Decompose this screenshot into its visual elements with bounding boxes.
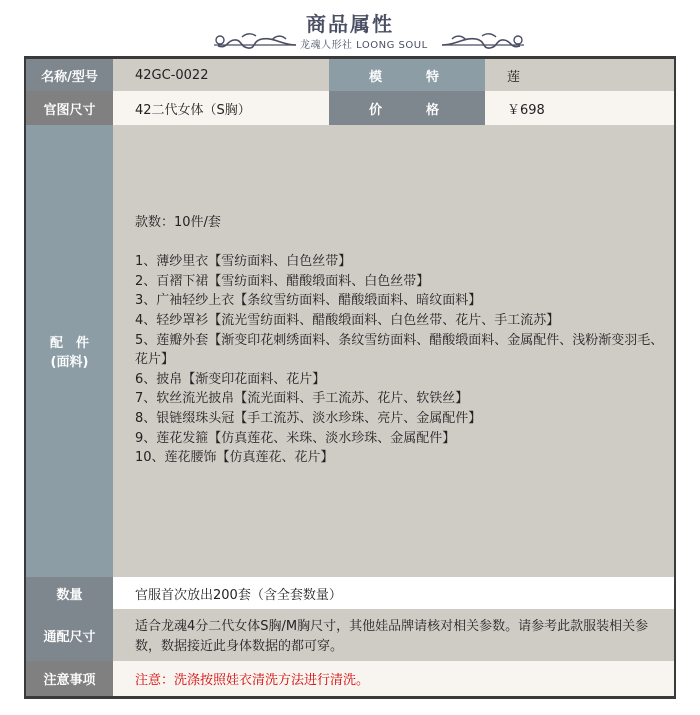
price-label: 价 格 <box>329 91 485 125</box>
left-ornament-icon <box>212 31 298 51</box>
list-item: 8、银链缀珠头冠【手工流苏、淡水珍珠、亮片、金属配件】 <box>135 410 482 426</box>
row-size-price <box>26 91 674 125</box>
fit-label: 通配尺寸 <box>26 609 113 661</box>
list-item: 3、广袖轻纱上衣【条纹雪纺面料、醋酸缎面料、暗纹面料】 <box>135 293 482 309</box>
size-value: 42二代女体（S胸） <box>113 91 329 125</box>
list-item: 9、莲花发箍【仿真莲花、米珠、淡水珍珠、金属配件】 <box>135 430 456 446</box>
page-header <box>0 0 700 56</box>
notice-label: 注意事项 <box>26 661 113 696</box>
size-label: 官图尺寸 <box>26 91 113 125</box>
page-subtitle: 龙魂人形社 LOONG SOUL <box>300 40 428 51</box>
subtitle-banner <box>0 31 700 51</box>
name-label: 名称/型号 <box>26 59 113 91</box>
row-notice <box>26 661 674 696</box>
list-item: 7、软丝流光披帛【流光面料、手工流苏、花片、软铁丝】 <box>135 391 469 407</box>
notice-text: 注意：洗涤按照娃衣清洗方法进行清洗。 <box>135 673 370 688</box>
row-name-model <box>26 59 674 91</box>
quantity-label: 数量 <box>26 577 113 609</box>
product-attributes-table <box>24 56 676 699</box>
right-ornament-icon <box>440 31 526 51</box>
fit-value: 适合龙魂4分二代女体S胸/M胸尺寸，其他娃品牌请核对相关参数。请参考此款服装相关参数，数据接近此身体数据的都可穿。 <box>113 609 674 661</box>
parts-label-main: 配 件 <box>49 336 89 351</box>
row-quantity <box>26 577 674 609</box>
price-value: ￥698 <box>485 91 674 125</box>
list-item: 10、莲花腰饰【仿真莲花、花片】 <box>135 450 334 466</box>
model-value: 莲 <box>485 59 674 91</box>
list-item: 4、轻纱罩衫【流光雪纺面料、醋酸缎面料、白色丝带、花片、手工流苏】 <box>135 312 560 328</box>
notice-value <box>113 661 674 696</box>
list-item: 2、百褶下裙【雪纺面料、醋酸缎面料、白色丝带】 <box>135 273 430 289</box>
list-item: 5、莲瓣外套【渐变印花刺绣面料、条纹雪纺面料、醋酸缎面料、金属配件、浅粉渐变羽毛、花片】 <box>135 332 664 368</box>
parts-label-sub: (面料) <box>50 355 89 370</box>
row-fit <box>26 609 674 661</box>
model-label: 模 特 <box>329 59 485 91</box>
list-item: 1、薄纱里衣【雪纺面料、白色丝带】 <box>135 254 352 270</box>
parts-list <box>113 125 674 577</box>
name-value: 42GC-0022 <box>113 59 329 91</box>
parts-label <box>26 125 113 577</box>
row-parts <box>26 125 674 577</box>
parts-count: 款数：10件/套 <box>135 215 221 230</box>
list-item: 6、披帛【渐变印花面料、花片】 <box>135 371 326 387</box>
page-title: 商品属性 <box>306 12 394 36</box>
quantity-value: 官服首次放出200套（含全套数量） <box>113 577 674 609</box>
